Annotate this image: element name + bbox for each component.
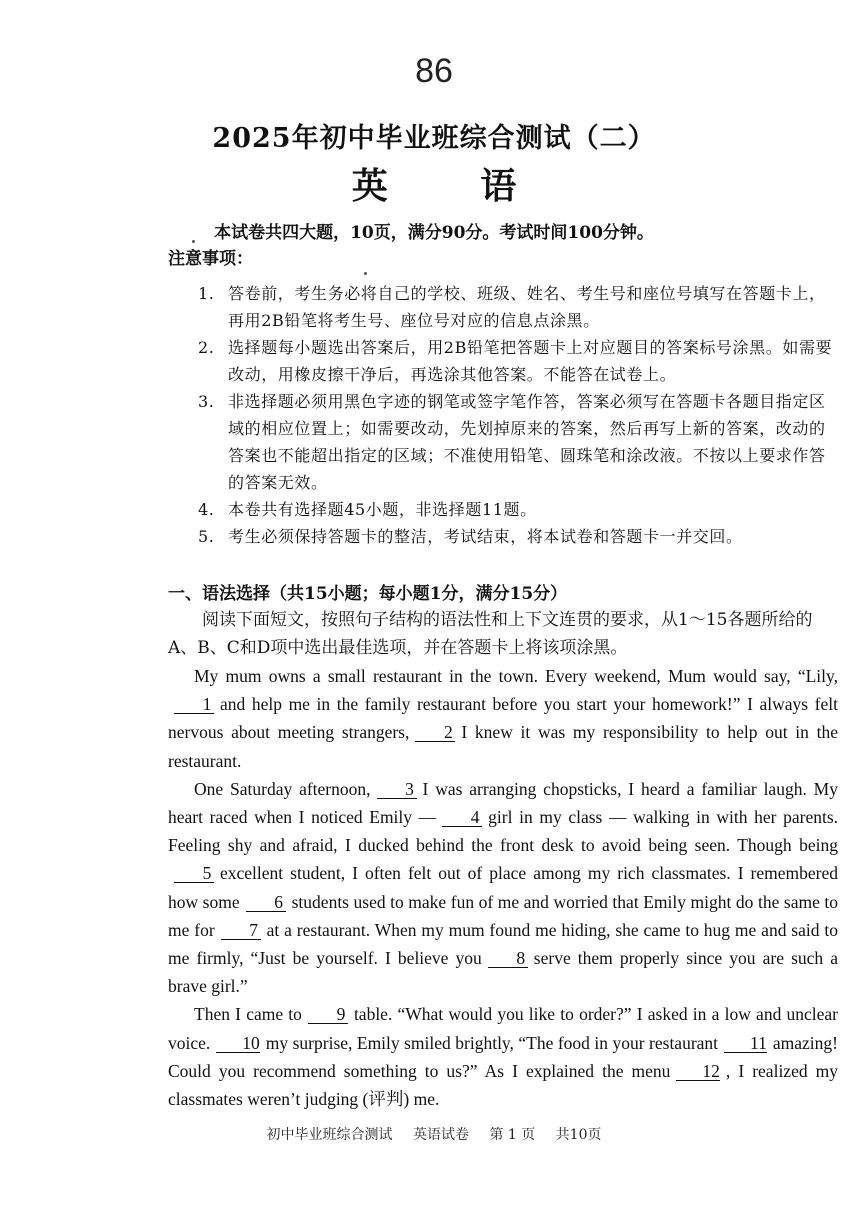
passage-text: at a restaurant. When my mum found me hiding, she came to hug me and said to me firmly, “Just be yourself. I believe you bbox=[168, 919, 838, 969]
notice-number: 5. bbox=[198, 527, 215, 546]
notice-text: 考生必须保持答题卡的整洁，考试结束，将本试卷和答题卡一并交回。 bbox=[228, 527, 743, 546]
notice-item bbox=[198, 280, 838, 334]
notice-text: 选择题每小题选出答案后，用2B铅笔把答题卡上对应题目的答案标号涂黑。如需要改动，用橡皮擦干净后，再选涂其他答案。不能答在试卷上。 bbox=[228, 338, 833, 384]
section-heading bbox=[168, 579, 567, 604]
passage-text: , I realized my classmates weren’t judging (评判) me. bbox=[168, 1060, 839, 1110]
passage-paragraph bbox=[168, 775, 838, 1001]
notice-number: 1. bbox=[198, 284, 215, 303]
passage-text: amazing! Could you recommend something to us?” As I explained the menu bbox=[168, 1032, 838, 1081]
exam-info: 本试卷共四大题，10页，满分90分。考试时间100分钟。 bbox=[214, 223, 654, 243]
notice-item bbox=[198, 388, 838, 496]
notice-heading: 注意事项： bbox=[168, 249, 253, 269]
passage-text: and help me in the family restaurant before you start your homework!” I always felt nervous about meeting strangers, bbox=[168, 694, 838, 743]
answer-blank: 9 bbox=[308, 1005, 348, 1024]
notice-item bbox=[198, 496, 838, 523]
passage-text: serve them properly since you are such a brave girl.” bbox=[168, 948, 838, 997]
answer-blank: 12 bbox=[676, 1062, 720, 1081]
notice-text: 非选择题必须用黑色字迹的钢笔或签字笔作答，答案必须写在答题卡各题目指定区域的相应位置上；如需要改动，先划掉原来的答案，然后再写上新的答案，改动的答案也不能超出指定的区域；不准使用铅笔、圆珠笔和涂改液。不按以上要求作答的答案无效。 bbox=[228, 392, 826, 492]
notice-number: 2. bbox=[198, 338, 215, 357]
reading-passage bbox=[168, 662, 838, 1113]
passage-text: my surprise, Emily smiled brightly, “The food in your restaurant bbox=[265, 1032, 719, 1053]
answer-blank: 10 bbox=[216, 1034, 260, 1053]
notice-list bbox=[198, 280, 838, 550]
passage-text: excellent student, I often felt out of place among my rich classmates. I remembered how some bbox=[168, 863, 838, 912]
answer-blank: 7 bbox=[221, 921, 261, 940]
passage-text: I was arranging chopsticks, I heard a familiar laugh. My heart raced when I noticed Emily — bbox=[168, 778, 838, 828]
passage-text: table. “What would you like to order?” I asked in a low and unclear voice. bbox=[168, 1004, 839, 1053]
passage-paragraph bbox=[168, 662, 838, 775]
footer-paper-name: 英语试卷 bbox=[412, 1127, 469, 1143]
passage-text: girl in my class — walking in with her parents. Feeling shy and afraid, I ducked behind the front desk to avoid being seen. Though being bbox=[168, 807, 839, 856]
notice-number: 4. bbox=[198, 500, 215, 519]
section-scoring: （共15小题；每小题1分，满分15分） bbox=[270, 584, 568, 604]
footer-exam-name: 初中毕业班综合测试 bbox=[266, 1127, 393, 1143]
scan-speck bbox=[364, 272, 367, 275]
notice-text: 答卷前，考生务必将自己的学校、班级、姓名、考生号和座位号填写在答题卡上，再用2B铅笔将考生号、座位号对应的信息点涂黑。 bbox=[228, 284, 826, 330]
answer-blank: 8 bbox=[488, 949, 528, 968]
subject-title: 英 语 bbox=[351, 165, 557, 207]
answer-blank: 6 bbox=[246, 893, 286, 912]
answer-blank: 3 bbox=[377, 780, 417, 799]
passage-text: One Saturday afternoon, bbox=[194, 778, 371, 799]
notice-item bbox=[198, 523, 838, 550]
footer-total-pages: 共10页 bbox=[555, 1127, 602, 1143]
passage-paragraph bbox=[168, 1000, 838, 1113]
passage-text: My mum owns a small restaurant in the town. Every weekend, Mum would say, “Lily, bbox=[194, 666, 838, 686]
section-title: 一、语法选择 bbox=[168, 584, 270, 604]
scan-speck bbox=[192, 240, 195, 243]
page-number-top: 86 bbox=[415, 52, 453, 90]
notice-text: 本卷共有选择题45小题，非选择题11题。 bbox=[228, 500, 537, 519]
page-footer bbox=[0, 1124, 868, 1144]
footer-page-number: 第 1 页 bbox=[489, 1127, 536, 1143]
exam-title: 2025年初中毕业班综合测试（二） bbox=[212, 123, 656, 154]
answer-blank: 11 bbox=[724, 1034, 767, 1053]
section-instruction: 阅读下面短文，按照句子结构的语法性和上下文连贯的要求，从1～15各题所给的A、B、C和D项中选出最佳选项，并在答题卡上将该项涂黑。 bbox=[168, 610, 813, 658]
notice-number: 3. bbox=[198, 392, 215, 411]
passage-text: students used to make fun of me and worried that Emily might do the same to me for bbox=[168, 891, 838, 940]
answer-blank: 2 bbox=[415, 723, 455, 742]
answer-blank: 4 bbox=[442, 808, 482, 827]
answer-blank: 5 bbox=[174, 864, 214, 883]
answer-blank: 1 bbox=[174, 695, 214, 714]
notice-item bbox=[198, 334, 838, 388]
passage-text: Then I came to bbox=[194, 1004, 302, 1025]
passage-text: I knew it was my responsibility to help out in the restaurant. bbox=[168, 722, 839, 771]
